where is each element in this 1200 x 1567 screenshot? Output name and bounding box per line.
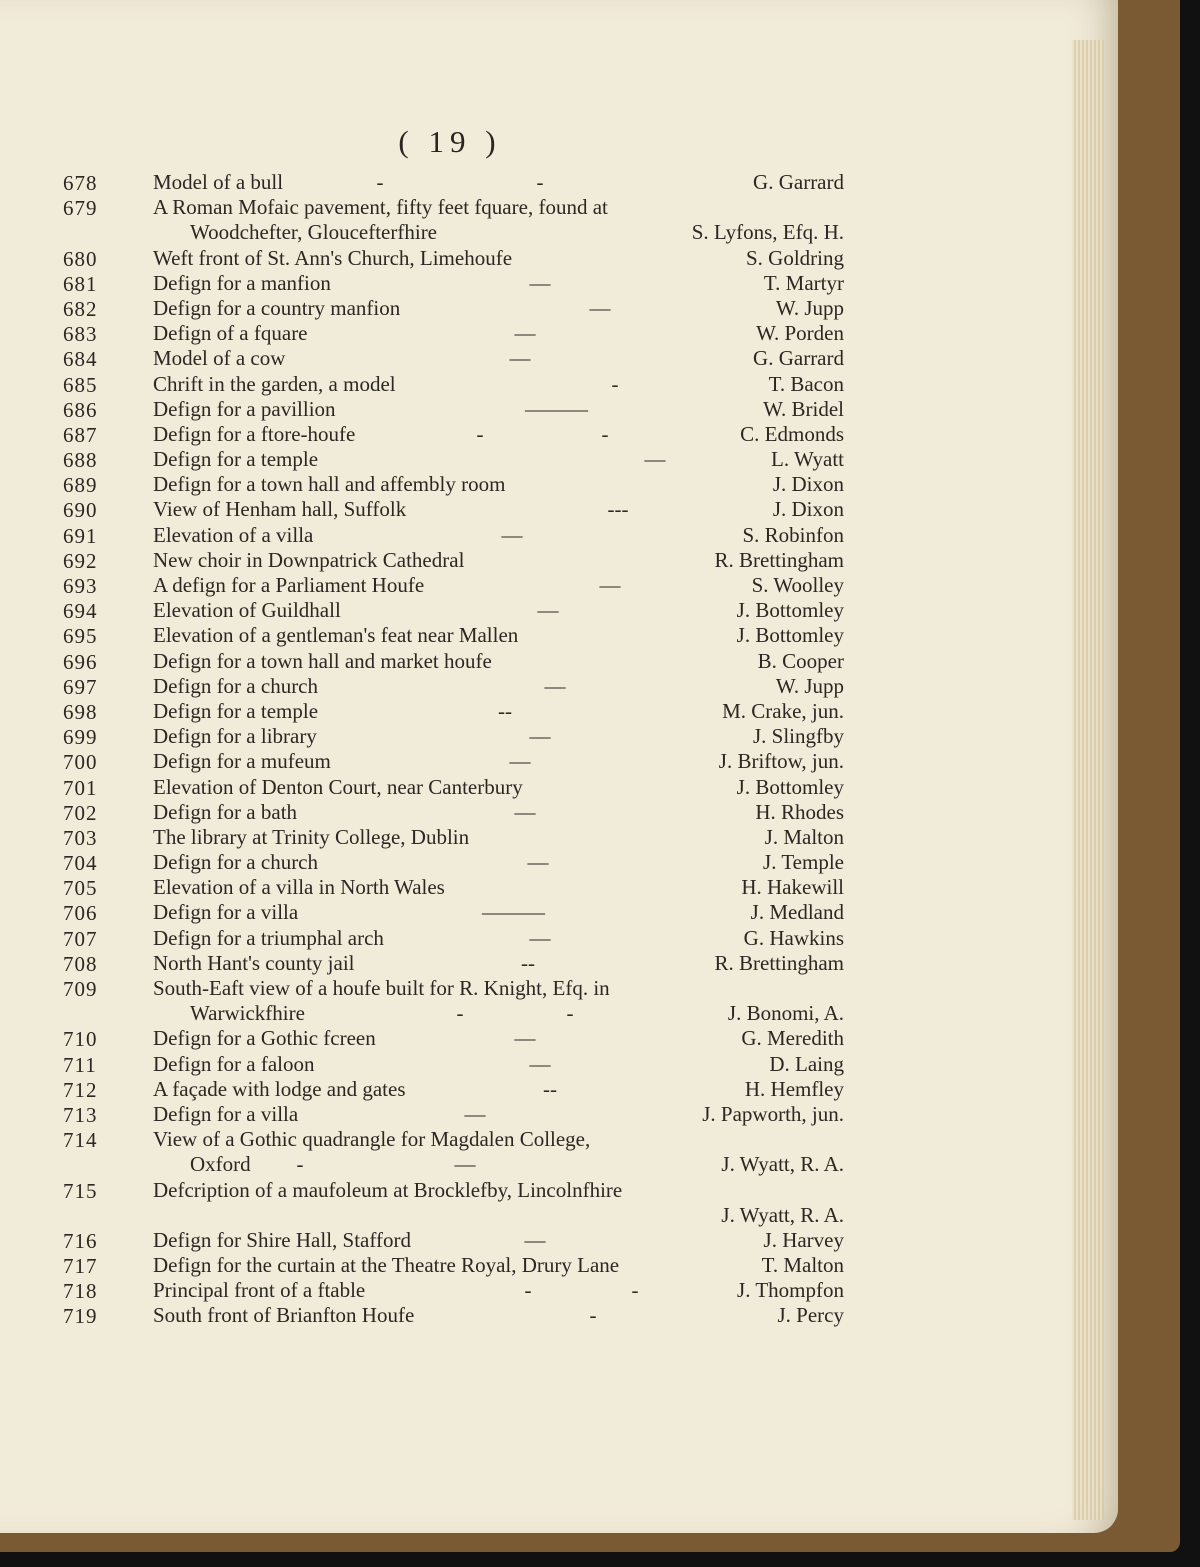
entry-title: Weft front of St. Ann's Church, Limehoufe (153, 245, 513, 270)
catalogue-entry (0, 573, 1118, 598)
entry-artist: S. Lyfons, Efq. H. (691, 220, 844, 245)
entry-title-continued: Woodchefter, Gloucefterfhire (190, 220, 438, 245)
entry-dash: — (529, 925, 551, 950)
entry-artist: G. Hawkins (743, 925, 844, 950)
entry-dash: - (524, 1278, 532, 1303)
entry-title-continued: Oxford (190, 1152, 251, 1177)
entry-number: 704 (63, 851, 98, 876)
entry-dash: — (644, 447, 666, 472)
catalogue-entry (0, 825, 1118, 850)
entry-artist: H. Hakewill (741, 875, 844, 900)
entry-title: Defign for a pavillion (153, 396, 336, 421)
entry-number: 690 (63, 498, 98, 523)
entry-artist: W. Bridel (763, 396, 844, 421)
entry-title: Defign for a library (153, 724, 317, 749)
entry-number: 681 (63, 271, 98, 296)
entry-number: 678 (63, 171, 98, 195)
entry-artist: T. Malton (761, 1253, 844, 1278)
entry-artist: J. Bonomi, A. (727, 1001, 844, 1026)
entry-artist: G. Garrard (753, 346, 844, 371)
entry-dash: — (589, 295, 611, 320)
entry-dash: - (566, 1001, 574, 1026)
entry-number: 689 (63, 473, 98, 498)
catalogue-entry (0, 724, 1118, 749)
entry-dash: — (527, 850, 549, 875)
entry-title: A defign for a Parliament Houfe (153, 573, 425, 597)
entry-number: 698 (63, 699, 98, 724)
entry-artist: H. Hemfley (744, 1076, 844, 1101)
catalogue-entry (0, 800, 1118, 825)
entry-artist: J. Dixon (772, 497, 844, 522)
entry-dash: — (529, 724, 551, 749)
page-number: ( 19 ) (398, 124, 502, 159)
entry-artist: J. Dixon (772, 472, 844, 497)
catalogue-entry (0, 1026, 1118, 1051)
catalogue-entry (0, 472, 1118, 497)
catalogue-entry (0, 1102, 1118, 1127)
entry-number: 686 (63, 397, 98, 422)
entry-dash: — (524, 1227, 546, 1252)
entry-title: Defign for a manfion (153, 270, 331, 295)
entry-artist: R. Brettingham (714, 950, 844, 975)
catalogue-entry (0, 623, 1118, 648)
catalogue-entry (0, 548, 1118, 573)
entry-artist: W. Jupp (775, 673, 844, 698)
catalogue-entry (0, 1152, 1118, 1177)
entry-title: Defign for a mufeum (153, 749, 331, 774)
entry-number: 685 (63, 372, 98, 397)
entry-dash: -- (543, 1076, 557, 1101)
entry-dash: - (296, 1152, 304, 1177)
entry-number: 694 (63, 599, 98, 624)
catalogue-entry (0, 699, 1118, 724)
catalogue-entry (0, 321, 1118, 346)
entry-number: 696 (63, 649, 98, 674)
entry-artist: J. Malton (764, 824, 844, 849)
entry-number: 697 (63, 674, 98, 699)
entry-title: The library at Trinity College, Dublin (153, 824, 470, 849)
entry-dash: - (536, 170, 544, 194)
entry-dash: - (589, 1303, 597, 1328)
entry-artist: J. Medland (750, 900, 844, 925)
entry-title: Model of a bull (153, 170, 284, 194)
entry-artist: J. Bottomley (736, 774, 844, 799)
entry-number: 714 (63, 1128, 98, 1153)
entry-dash: — (514, 1026, 536, 1051)
entry-artist: J. Bottomley (736, 623, 844, 648)
entry-dash: — (537, 598, 559, 623)
catalogue-entry (0, 749, 1118, 774)
entry-title: Elevation of a gentleman's feat near Mallen (153, 623, 519, 648)
entry-title: Defign for a church (153, 673, 319, 698)
entry-dash: — (501, 522, 523, 547)
entry-title: Elevation of a villa in North Wales (153, 875, 445, 900)
entry-title: South-Eaft view of a houfe built for R. Knight, Efq. in (153, 976, 610, 1000)
catalogue-entry (0, 875, 1118, 900)
catalogue-entry (0, 220, 1118, 245)
entry-artist: H. Rhodes (755, 799, 844, 824)
entry-artist: J. Wyatt, R. A. (721, 1202, 844, 1227)
catalogue-entry (0, 775, 1118, 800)
entry-dash: - (631, 1278, 639, 1303)
entry-number: 691 (63, 523, 98, 548)
entry-title: Defign for a bath (153, 799, 298, 824)
entry-title: Defign for Shire Hall, Stafford (153, 1227, 411, 1252)
catalogue-entry (0, 1127, 1118, 1152)
entry-artist: G. Garrard (753, 170, 844, 194)
entry-dash: — (509, 346, 531, 371)
entry-artist: J. Bottomley (736, 598, 844, 623)
entry-artist: R. Brettingham (714, 547, 844, 572)
entry-artist: S. Robinfon (742, 522, 844, 547)
catalogue-entry (0, 447, 1118, 472)
entry-number: 706 (63, 901, 98, 926)
entry-number: 712 (63, 1077, 98, 1102)
entry-title: Elevation of Guildhall (153, 598, 341, 623)
entry-dash: --- (607, 497, 629, 522)
entry-number: 718 (63, 1279, 98, 1304)
catalogue-entry (0, 195, 1118, 220)
catalogue-entry (0, 598, 1118, 623)
catalogue-entry (0, 674, 1118, 699)
entry-number: 710 (63, 1027, 98, 1052)
entry-title-continued: Warwickfhire (190, 1001, 305, 1026)
entry-title: Principal front of a ftable (153, 1278, 366, 1303)
entry-title: Defign for a Gothic fcreen (153, 1026, 376, 1051)
entry-dash: — (544, 673, 566, 698)
entry-title: South front of Brianfton Houfe (153, 1303, 415, 1328)
entry-title: Defign for a temple (153, 447, 319, 472)
entry-artist: T. Martyr (763, 270, 844, 295)
entry-number: 680 (63, 246, 98, 271)
entry-number: 715 (63, 1178, 98, 1203)
entry-title: Defign for a ftore-houfe (153, 421, 356, 446)
entry-title: Defign for a temple (153, 698, 319, 723)
entry-dash: — (514, 321, 536, 346)
entry-dash: — (529, 1051, 551, 1076)
entry-artist: J. Slingfby (752, 724, 844, 749)
entry-dash: - (376, 170, 384, 194)
catalogue-entry (0, 1052, 1118, 1077)
entry-artist: J. Thompfon (737, 1278, 844, 1303)
entry-number: 688 (63, 448, 98, 473)
entry-artist: J. Percy (777, 1303, 844, 1328)
entry-number: 707 (63, 926, 98, 951)
entry-title: Defign for a country manfion (153, 295, 401, 320)
entry-artist: S. Goldring (745, 245, 844, 270)
entry-artist: J. Papworth, jun. (702, 1101, 844, 1126)
catalogue-entry (0, 346, 1118, 371)
entry-artist: G. Meredith (741, 1026, 844, 1051)
entry-number: 692 (63, 548, 98, 573)
catalogue-entry (0, 497, 1118, 522)
entry-title: Chrift in the garden, a model (153, 371, 396, 396)
entry-dash: — (529, 270, 551, 295)
catalogue-entry (0, 976, 1118, 1001)
entry-title: View of a Gothic quadrangle for Magdalen College, (153, 1127, 591, 1152)
entry-title: A Roman Mofaic pavement, fifty feet fquare, found at (153, 195, 608, 220)
catalogue-entry (0, 372, 1118, 397)
catalogue-entry (0, 422, 1118, 447)
catalogue-entry (0, 850, 1118, 875)
entry-artist: B. Cooper (757, 648, 844, 673)
catalogue-list (0, 170, 1118, 1329)
entry-dash: - (456, 1001, 464, 1026)
entry-artist: S. Woolley (751, 573, 844, 597)
entry-title: Defign for the curtain at the Theatre Royal, Drury Lane (153, 1253, 620, 1278)
catalogue-entry (0, 1228, 1118, 1253)
entry-number: 719 (63, 1304, 98, 1329)
catalogue-entry (0, 246, 1118, 271)
entry-number: 683 (63, 322, 98, 347)
entry-number: 701 (63, 775, 98, 800)
entry-title: Defcription of a maufoleum at Brocklefby, Lincolnfhire (153, 1177, 623, 1202)
entry-title: Defign for a town hall and affembly room (153, 472, 506, 497)
entry-artist: T. Bacon (768, 371, 844, 396)
entry-artist: D. Laing (769, 1051, 844, 1076)
entry-dash: — (514, 799, 536, 824)
catalogue-entry (0, 523, 1118, 548)
entry-number: 703 (63, 825, 98, 850)
catalogue-entry (0, 951, 1118, 976)
entry-title: Elevation of a villa (153, 522, 314, 547)
entry-number: 702 (63, 800, 98, 825)
catalogue-entry (0, 1001, 1118, 1026)
catalogue-entry (0, 1303, 1118, 1328)
entry-dash: -- (521, 950, 535, 975)
entry-dash: -- (498, 698, 512, 723)
entry-artist: W. Porden (756, 321, 844, 346)
entry-artist: J. Temple (763, 850, 844, 875)
entry-title: Defign of a fquare (153, 321, 308, 346)
entry-dash: - (611, 371, 619, 396)
entry-title: North Hant's county jail (153, 950, 355, 975)
entry-title: Defign for a villa (153, 900, 299, 925)
entry-dash: - (601, 421, 609, 446)
entry-dash: — (464, 1101, 486, 1126)
entry-dash: - (476, 421, 484, 446)
entry-number: 708 (63, 951, 98, 976)
catalogue-entry (0, 926, 1118, 951)
catalogue-entry (0, 900, 1118, 925)
entry-title: A façade with lodge and gates (153, 1076, 406, 1101)
entry-number: 699 (63, 725, 98, 750)
entry-title: New choir in Downpatrick Cathedral (153, 547, 465, 572)
entry-dash: — (454, 1152, 476, 1177)
entry-artist: C. Edmonds (740, 421, 844, 446)
catalogue-entry (0, 1077, 1118, 1102)
entry-title: View of Henham hall, Suffolk (153, 497, 407, 522)
entry-dash: ——— (525, 396, 588, 421)
entry-number: 716 (63, 1228, 98, 1253)
entry-title: Defign for a villa (153, 1101, 299, 1126)
catalogue-entry (0, 1278, 1118, 1303)
entry-number: 684 (63, 347, 98, 372)
entry-number: 682 (63, 296, 98, 321)
catalogue-entry (0, 271, 1118, 296)
catalogue-entry (0, 397, 1118, 422)
entry-artist: J. Briftow, jun. (718, 749, 844, 774)
catalogue-entry (0, 1178, 1118, 1203)
catalogue-entry (0, 1203, 1118, 1228)
entry-artist: M. Crake, jun. (722, 698, 844, 723)
entry-dash: ——— (482, 900, 545, 925)
entry-artist: L. Wyatt (771, 447, 844, 472)
catalogue-entry (0, 170, 1118, 195)
entry-number: 717 (63, 1254, 98, 1279)
entry-title: Elevation of Denton Court, near Canterbury (153, 774, 523, 799)
entry-number: 713 (63, 1102, 98, 1127)
entry-number: 695 (63, 624, 98, 649)
entry-dash: — (599, 573, 621, 597)
entry-number: 709 (63, 977, 98, 1001)
entry-artist: J. Harvey (763, 1227, 844, 1252)
entry-number: 711 (63, 1052, 97, 1077)
entry-number: 705 (63, 876, 98, 901)
entry-title: Model of a cow (153, 346, 286, 371)
entry-title: Defign for a faloon (153, 1051, 315, 1076)
catalogue-entry (0, 649, 1118, 674)
entry-title: Defign for a town hall and market houfe (153, 648, 492, 673)
entry-dash: — (509, 749, 531, 774)
entry-number: 679 (63, 196, 98, 221)
entry-number: 687 (63, 422, 98, 447)
entry-number: 693 (63, 574, 98, 598)
entry-title: Defign for a triumphal arch (153, 925, 384, 950)
catalogue-entry (0, 1253, 1118, 1278)
entry-number: 700 (63, 750, 98, 775)
entry-artist: W. Jupp (775, 295, 844, 320)
catalogue-entry (0, 296, 1118, 321)
entry-artist: J. Wyatt, R. A. (721, 1152, 844, 1177)
entry-title: Defign for a church (153, 850, 319, 875)
